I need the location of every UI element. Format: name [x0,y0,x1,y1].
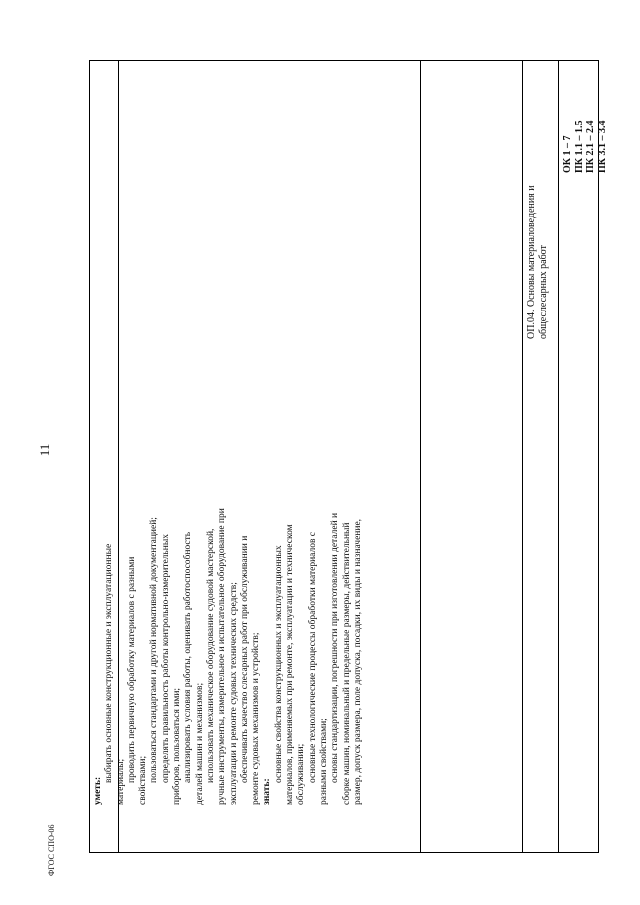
competency-table [89,60,608,853]
umet-item: пользоваться стандартами и другой нормативной документацией; [149,517,160,783]
competencies-cell [562,63,608,173]
page-number: 11 [37,443,52,457]
znat-item: основные свойства конструкционных и эксплуатационных материалов, применяемых при ремонте, эксплуатации и техническом обслуживании; [273,524,307,805]
umet-heading: уметь: [93,776,103,805]
znat-item: основные технологические процессы обработки материалов с разными свойствами; [307,531,329,805]
competency-item: ОК 1 – 7 [562,135,573,173]
competency-item: ПК 3.1 – 3.4 [596,120,608,173]
znat-item: основы стандартизации, погрешности при изготовлении деталей и сборке машин, номинальный и предельные размеры, действительный размер, допуск размера, поле допуска, посадки, их виды и назначение, [330,512,363,805]
footer-code: ФГОС СПО-06 [47,824,56,876]
column-divider [420,61,421,852]
skills-knowledge-cell [93,507,419,805]
discipline-cell [526,139,560,339]
umet-item: обеспечивать качество слесарных работ при обслуживании и ремонте судовых механизмов и устройств; [239,535,262,805]
umet-item: анализировать условия работы, оценивать работоспособность деталей машин и механизмов; [183,531,205,805]
umet-item: выбирать основные конструкционные и эксплуатационные материалы; [104,543,126,805]
znat-heading: знать: [262,778,273,805]
column-divider [522,61,523,852]
competency-item: ПК 1.1 – 1.5 [573,120,585,173]
umet-item: определять правильность работы контрольно-измерительных приборов, пользоваться ими; [160,534,183,805]
discipline-name: ОП.04. Основы материаловедения и общеслесарных работ [526,185,549,339]
umet-item: проводить первичную обработку материалов с разными свойствами; [126,556,149,805]
umet-item: использовать механическое оборудование судовой мастерской, ручные инструменты, измерительное и испытательное оборудование при эксплуатации и ремонте судовых технических средств; [205,508,239,805]
competency-item: ПК 2.1 – 2.4 [585,120,596,173]
